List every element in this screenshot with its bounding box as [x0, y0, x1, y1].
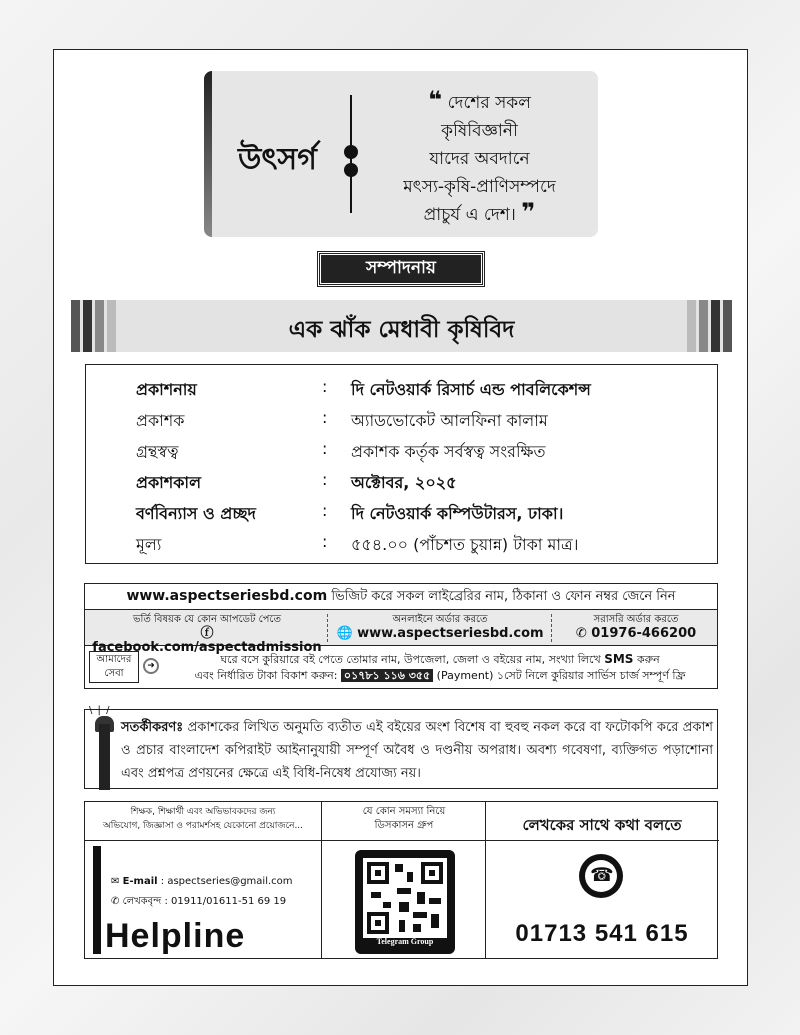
- qr-pattern: [363, 858, 447, 938]
- service-row: [85, 646, 717, 688]
- info-row: [86, 532, 717, 560]
- service-label: [89, 651, 139, 683]
- website-box: [84, 583, 718, 689]
- group-heading-line: ডিসকাসন গ্রুপ: [374, 820, 434, 831]
- online-order-label: অনলাইনে অর্ডার করতে: [392, 614, 488, 625]
- phone-icon: ✆: [575, 626, 587, 641]
- dedication-quote: [372, 86, 587, 229]
- helpline-title: Helpline: [105, 917, 246, 955]
- info-value: প্রকাশক কর্তৃক সর্বস্বত্ব সংরক্ষিত: [351, 442, 546, 461]
- info-colon: :: [322, 408, 328, 427]
- dedication-line: কৃষিবিজ্ঞানী: [441, 121, 518, 141]
- info-colon: :: [322, 470, 328, 489]
- phone-label: লেখকবৃন্দ: [122, 896, 162, 907]
- page-sheet: [53, 49, 748, 986]
- dedication-line: প্রাচুর্য এ দেশ।: [423, 205, 516, 225]
- dedication-line: মৎস্য-কৃষি-প্রাণিসম্পদে: [403, 177, 556, 197]
- info-value: অক্টোবর, ২০২৫: [351, 473, 457, 492]
- info-row: [86, 377, 717, 405]
- helpline-contact: [111, 872, 293, 912]
- info-key: প্রকাশকাল: [136, 473, 201, 492]
- info-key: প্রকাশনায়: [136, 380, 197, 399]
- service-text: [165, 651, 715, 684]
- helpline-intro-line: অভিযোগ, জিজ্ঞাসা ও পরামর্শসহ যেকোনো প্রয়োজনে...: [102, 821, 304, 831]
- facebook-icon: ⓕ: [200, 626, 214, 641]
- dedication-line: যাদের অবদানে: [429, 149, 530, 169]
- info-key: মূল্য: [136, 535, 162, 554]
- online-order-cell: [335, 613, 545, 641]
- service-label-line: সেবা: [104, 668, 124, 679]
- email-value[interactable]: : aspectseries@gmail.com: [160, 876, 293, 887]
- divider: [327, 614, 328, 642]
- dedication-box: [204, 71, 598, 237]
- editor-name: এক ঝাঁক মেধাবী কৃষিবিদ: [288, 317, 515, 343]
- info-colon: :: [322, 532, 328, 551]
- warning-rays-icon: \ | /: [89, 705, 111, 716]
- info-value: অ্যাডভোকেট আলফিনা কালাম: [351, 411, 548, 430]
- helpline-bar: [93, 846, 101, 954]
- info-colon: :: [322, 501, 328, 520]
- info-colon: :: [322, 439, 328, 458]
- courier-icon: ➜: [143, 658, 159, 674]
- order-row: [85, 610, 717, 655]
- author-phone[interactable]: 01713 541 615: [515, 920, 689, 947]
- helpline-intro: [85, 805, 321, 833]
- info-colon: :: [322, 377, 328, 396]
- info-row: [86, 439, 717, 467]
- divider: [485, 840, 719, 841]
- service-line: করুন: [636, 653, 660, 666]
- helpline-intro-line: শিক্ষক, শিক্ষার্থী এবং অভিভাবকদের জন্য: [130, 807, 276, 817]
- globe-icon: 🌐: [336, 626, 353, 641]
- author-contact-title: লেখকের সাথে কথা বলতে: [522, 816, 682, 834]
- divider: [85, 840, 485, 841]
- info-row: [86, 408, 717, 436]
- email-icon: ✉: [111, 876, 120, 887]
- open-quote-icon: ❝: [428, 86, 443, 114]
- divider: [321, 802, 322, 958]
- dedication-accent-bar: [204, 71, 212, 237]
- direct-order-phone[interactable]: 01976-466200: [591, 626, 697, 641]
- dedication-line: দেশের সকল: [447, 93, 531, 113]
- dedication-title: উৎসর্গ: [238, 142, 317, 177]
- facebook-label: ভর্তি বিষয়ক যে কোন আপডেট পেতে: [133, 614, 281, 625]
- divider: [485, 802, 486, 958]
- qr-caption: Telegram Group: [376, 937, 434, 946]
- online-order-link[interactable]: www.aspectseriesbd.com: [357, 626, 544, 641]
- info-key: প্রকাশক: [136, 411, 185, 430]
- phone-value[interactable]: : 01911/01611-51 69 19: [164, 896, 287, 907]
- warning-box: [84, 705, 718, 789]
- editor-label: সম্পাদনায়: [318, 252, 484, 286]
- warning-text: [121, 716, 713, 785]
- dedication-dot: [344, 163, 358, 177]
- dedication-dot: [344, 145, 358, 159]
- service-label-line: আমাদের: [96, 654, 132, 665]
- direct-order-label: সরাসরি অর্ডার করতে: [593, 614, 679, 625]
- divider: [551, 614, 552, 642]
- telegram-qr-code[interactable]: [355, 850, 455, 954]
- info-row: [86, 470, 717, 498]
- warning-pole: [99, 724, 110, 790]
- info-key: গ্রন্থস্বত্ব: [136, 442, 179, 461]
- publication-info: [85, 364, 718, 564]
- facebook-link[interactable]: facebook.com/aspectadmission: [92, 640, 322, 655]
- email-label: E-mail: [122, 876, 158, 887]
- group-heading-line: যে কোন সমস্যা নিয়ে: [362, 806, 446, 817]
- info-key: বর্ণবিন্যাস ও প্রচ্ছদ: [136, 504, 256, 523]
- website-link[interactable]: www.aspectseriesbd.com: [126, 588, 328, 604]
- warning-label: সতর্কীকরণঃ: [121, 720, 184, 735]
- editor-band: [71, 300, 732, 352]
- helpline-box: [84, 801, 718, 959]
- website-desc: ভিজিট করে সকল লাইব্রেরির নাম, ঠিকানা ও ফোন নম্বর জেনে নিন: [331, 589, 676, 604]
- group-heading: [323, 805, 485, 833]
- website-row: [85, 584, 717, 610]
- whatsapp-icon: [579, 854, 623, 898]
- info-value: দি নেটওয়ার্ক রিসার্চ এন্ড পাবলিকেশন্স: [351, 380, 591, 399]
- sms-label: SMS: [604, 652, 634, 666]
- service-line: (Payment) ১সেট নিলে কুরিয়ার সার্ভিস চার্জ সম্পূর্ণ ফ্রি: [436, 669, 686, 682]
- info-value: দি নেটওয়ার্ক কম্পিউটারস, ঢাকা।: [351, 504, 564, 523]
- bkash-number: ০১৭৮১ ১১৬ ৩৫৫: [341, 669, 433, 682]
- service-line: ঘরে বসে কুরিয়ারে বই পেতে তোমার নাম, উপজেলা, জেলা ও বইয়ের নাম, সংখ্যা লিখে: [220, 653, 601, 666]
- info-value: ৫৫৪.০০ (পাঁচশত চুয়ান্ন) টাকা মাত্র।: [351, 535, 579, 554]
- phone-icon: ✆: [111, 896, 120, 907]
- warning-body: প্রকাশকের লিখিত অনুমতি ব্যতীত এই বইয়ের অংশ বিশেষ বা হুবহু নকল করে বা ফটোকপি করে প্রকাশ ও প্রচার বাংলাদেশ কপিরাইট আইনানুযায়ী সম্পূর্ণ অবৈধ ও দণ্ডনীয় অপরাধ। অবশ্য গবেষণা, ব্যক্তিগত পড়াশোনা এবং প্রশ্নপত্র প্রণয়নের ক্ষেত্রে এই বিধি-নিষেধ প্রযোজ্য নয়।: [121, 720, 713, 781]
- direct-order-cell: [557, 613, 715, 641]
- info-row: [86, 501, 717, 529]
- service-line: এবং নির্ধারিত টাকা বিকাশ করুন:: [194, 669, 338, 682]
- close-quote-icon: ❞: [521, 198, 536, 226]
